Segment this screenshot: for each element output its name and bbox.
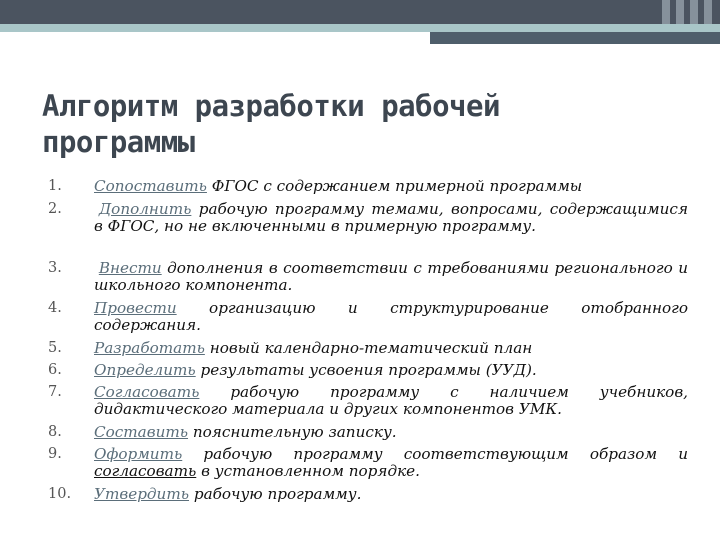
list-item [0, 362, 720, 384]
item-rest: рабочую программу. [189, 485, 362, 503]
item-rest: рабочую программу темами, вопросами, содержащимися в ФГОС, но не включенными в примерную программу. [94, 200, 688, 235]
item-verb: Определить [94, 361, 196, 379]
list-item [0, 424, 720, 446]
item-verb: Провести [94, 299, 177, 317]
item-rest-secondary: в установленном порядке. [196, 461, 420, 480]
item-text [94, 300, 688, 340]
item-number: 10. [48, 486, 72, 502]
slide-title: Алгоритм разработки рабочей программы [42, 89, 500, 159]
algorithm-list [0, 178, 720, 508]
item-rest: организацию и структурирование отобранного содержания. [94, 299, 688, 334]
item-rest: рабочую программу соответствующим образом и [182, 445, 688, 463]
item-rest: пояснительную записку. [188, 423, 397, 441]
item-number: 5. [48, 340, 62, 356]
top-teal-bar [0, 24, 720, 32]
list-item [0, 384, 720, 424]
list-item [0, 300, 720, 340]
item-verb: Дополнить [98, 200, 192, 218]
item-text [94, 384, 688, 424]
top-bar-slot [676, 0, 684, 24]
item-text [94, 201, 688, 260]
item-text [94, 260, 688, 300]
item-number: 1. [48, 178, 62, 194]
item-verb: Разработать [94, 339, 205, 357]
item-text [94, 178, 688, 201]
item-number: 6. [48, 362, 62, 378]
list-item [0, 446, 720, 486]
item-rest: результаты усвоения программы (УУД). [195, 361, 537, 379]
item-number: 3. [48, 260, 62, 276]
item-text [94, 446, 688, 486]
item-rest: рабочую программу с наличием учебников, дидактического материала и других компонентов УМК. [94, 383, 688, 418]
item-number: 2. [48, 201, 62, 217]
item-number: 7. [48, 384, 62, 400]
list-item [0, 178, 720, 201]
item-number: 4. [48, 300, 62, 316]
item-rest: дополнения в соответствии с требованиями регионального и школьного компонента. [94, 259, 688, 294]
item-number: 8. [48, 424, 62, 440]
item-verb: Внести [98, 259, 162, 277]
item-rest: ФГОС с содержанием примерной программы [206, 177, 583, 195]
list-item [0, 260, 720, 300]
item-verb-secondary: согласовать [94, 461, 197, 480]
top-bar-slot [662, 0, 670, 24]
item-verb: Составить [94, 423, 189, 441]
item-rest: новый календарно-тематический план [204, 339, 533, 357]
item-verb: Оформить [94, 445, 183, 463]
list-item [0, 486, 720, 508]
top-bar-slot [704, 0, 712, 24]
top-bar-slot [690, 0, 698, 24]
list-item [0, 201, 720, 260]
item-text [94, 486, 688, 508]
top-dark-bar [0, 0, 720, 24]
list-item [0, 340, 720, 362]
item-text [94, 340, 688, 362]
item-text [94, 424, 688, 446]
item-number: 9. [48, 446, 62, 462]
item-verb: Утвердить [94, 485, 190, 503]
item-text [94, 362, 688, 384]
item-verb: Согласовать [94, 383, 200, 401]
item-verb: Сопоставить [94, 177, 207, 195]
top-right-bar [430, 32, 720, 44]
